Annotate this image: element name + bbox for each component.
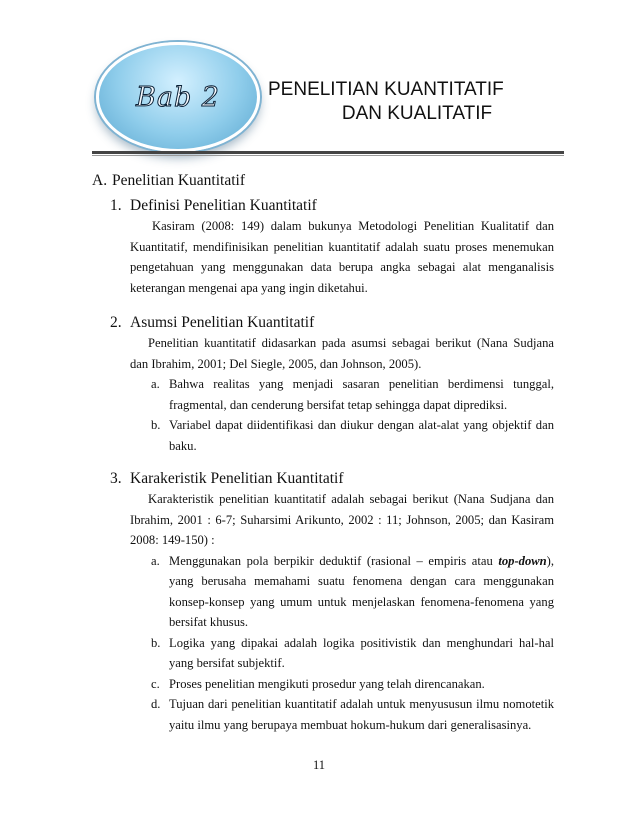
chapter-title (262, 78, 572, 126)
list-marker: b. (151, 418, 161, 432)
subsection-heading (110, 468, 554, 489)
paragraph: Karakteristik penelitian kuantitatif adalah sebagai berikut (Nana Sudjana dan Ibrahim, 2001 : 6-7; Suharsimi Arikunto, 2002 : 11; Johnson, 2005; dan Kasiram 2008: 149-150) : (130, 492, 554, 547)
chapter-badge (96, 42, 260, 152)
list-item-text: Variabel dapat diidentifikasi dan diukur dengan alat-alat yang objektif dan baku. (169, 418, 554, 453)
list-item (151, 633, 554, 674)
page-number: 11 (312, 758, 326, 772)
paragraph: Kasiram (2008: 149) dalam bukunya Metodologi Penelitian Kualitatif dan Kuantitatif, mendifinisikan penelitian kuantitatif adalah suatu proses menemukan pengetahuan yang menggunakan data berupa angka sebagai alat menganalisis keterangan mengenai apa yang ingin diketahui. (130, 219, 554, 295)
list-item-text: Tujuan dari penelitian kuantitatif adalah untuk menyususun ilmu nomotetik yaitu ilmu yang berupaya membuat hokum-hukum dari generalisasinya. (169, 697, 554, 732)
subsection-title: Asumsi Penelitian Kuantitatif (130, 314, 315, 331)
header-rule-thin (92, 155, 564, 156)
chapter-badge-label: Bab 2 (136, 81, 220, 113)
list-item (151, 551, 554, 633)
paragraph: Penelitian kuantitatif didasarkan pada asumsi sebagai berikut (Nana Sudjana dan Ibrahim, 2001; Del Siegle, 2005, dan Johnson, 2005). (130, 336, 554, 371)
section-marker: A. (92, 172, 108, 189)
list-item (151, 374, 554, 415)
list-item (151, 415, 554, 456)
subsection-definisi (110, 195, 554, 298)
subsection-marker: 3. (110, 470, 122, 487)
subsection-heading (110, 195, 554, 216)
list-marker: a. (151, 553, 160, 568)
page-content (92, 170, 554, 735)
chapter-title-line1: PENELITIAN KUANTITATIF (268, 79, 504, 100)
list-item-text: Proses penelitian mengikuti prosedur yang telah direncanakan. (169, 676, 485, 691)
subsection-marker: 1. (110, 197, 122, 214)
chapter-title-line2: DAN KUALITATIF (341, 103, 493, 124)
subsection-karakteristik (110, 468, 554, 735)
list-marker: d. (151, 697, 161, 711)
list-item-text: Menggunakan pola berpikir deduktif (rasional – empiris atau (169, 553, 499, 568)
subsection-asumsi (110, 312, 554, 456)
subsection-heading (110, 312, 554, 333)
list-marker: b. (151, 635, 161, 650)
asumsi-list (110, 374, 554, 456)
list-marker: a. (151, 377, 160, 391)
subsection-marker: 2. (110, 314, 122, 331)
karakteristik-list (110, 551, 554, 736)
section-heading (92, 170, 554, 192)
list-marker: c. (151, 676, 160, 691)
emphasis-term: top-down (498, 553, 547, 568)
section-title: Penelitian Kuantitatif (112, 172, 246, 189)
list-item-text: Logika yang dipakai adalah logika positivistik dan menghundari hal-hal yang bersifat subjektif. (169, 635, 554, 670)
list-item-text: Bahwa realitas yang menjadi sasaran penelitian berdimensi tunggal, fragmental, dan cenderung bersifat tetap sehingga dapat diprediksi. (169, 377, 554, 412)
list-item-text: ), yang berusaha memahami suatu fenomena dengan cara menggunakan konsep-konsep yang umum untuk menjelaskan fenomena-fenomena yang bersifat khusus. (169, 553, 554, 629)
header-rule (92, 151, 564, 154)
list-item (151, 674, 554, 695)
subsection-title: Karakeristik Penelitian Kuantitatif (130, 470, 344, 487)
list-item (151, 694, 554, 735)
subsection-title: Definisi Penelitian Kuantitatif (130, 197, 317, 214)
